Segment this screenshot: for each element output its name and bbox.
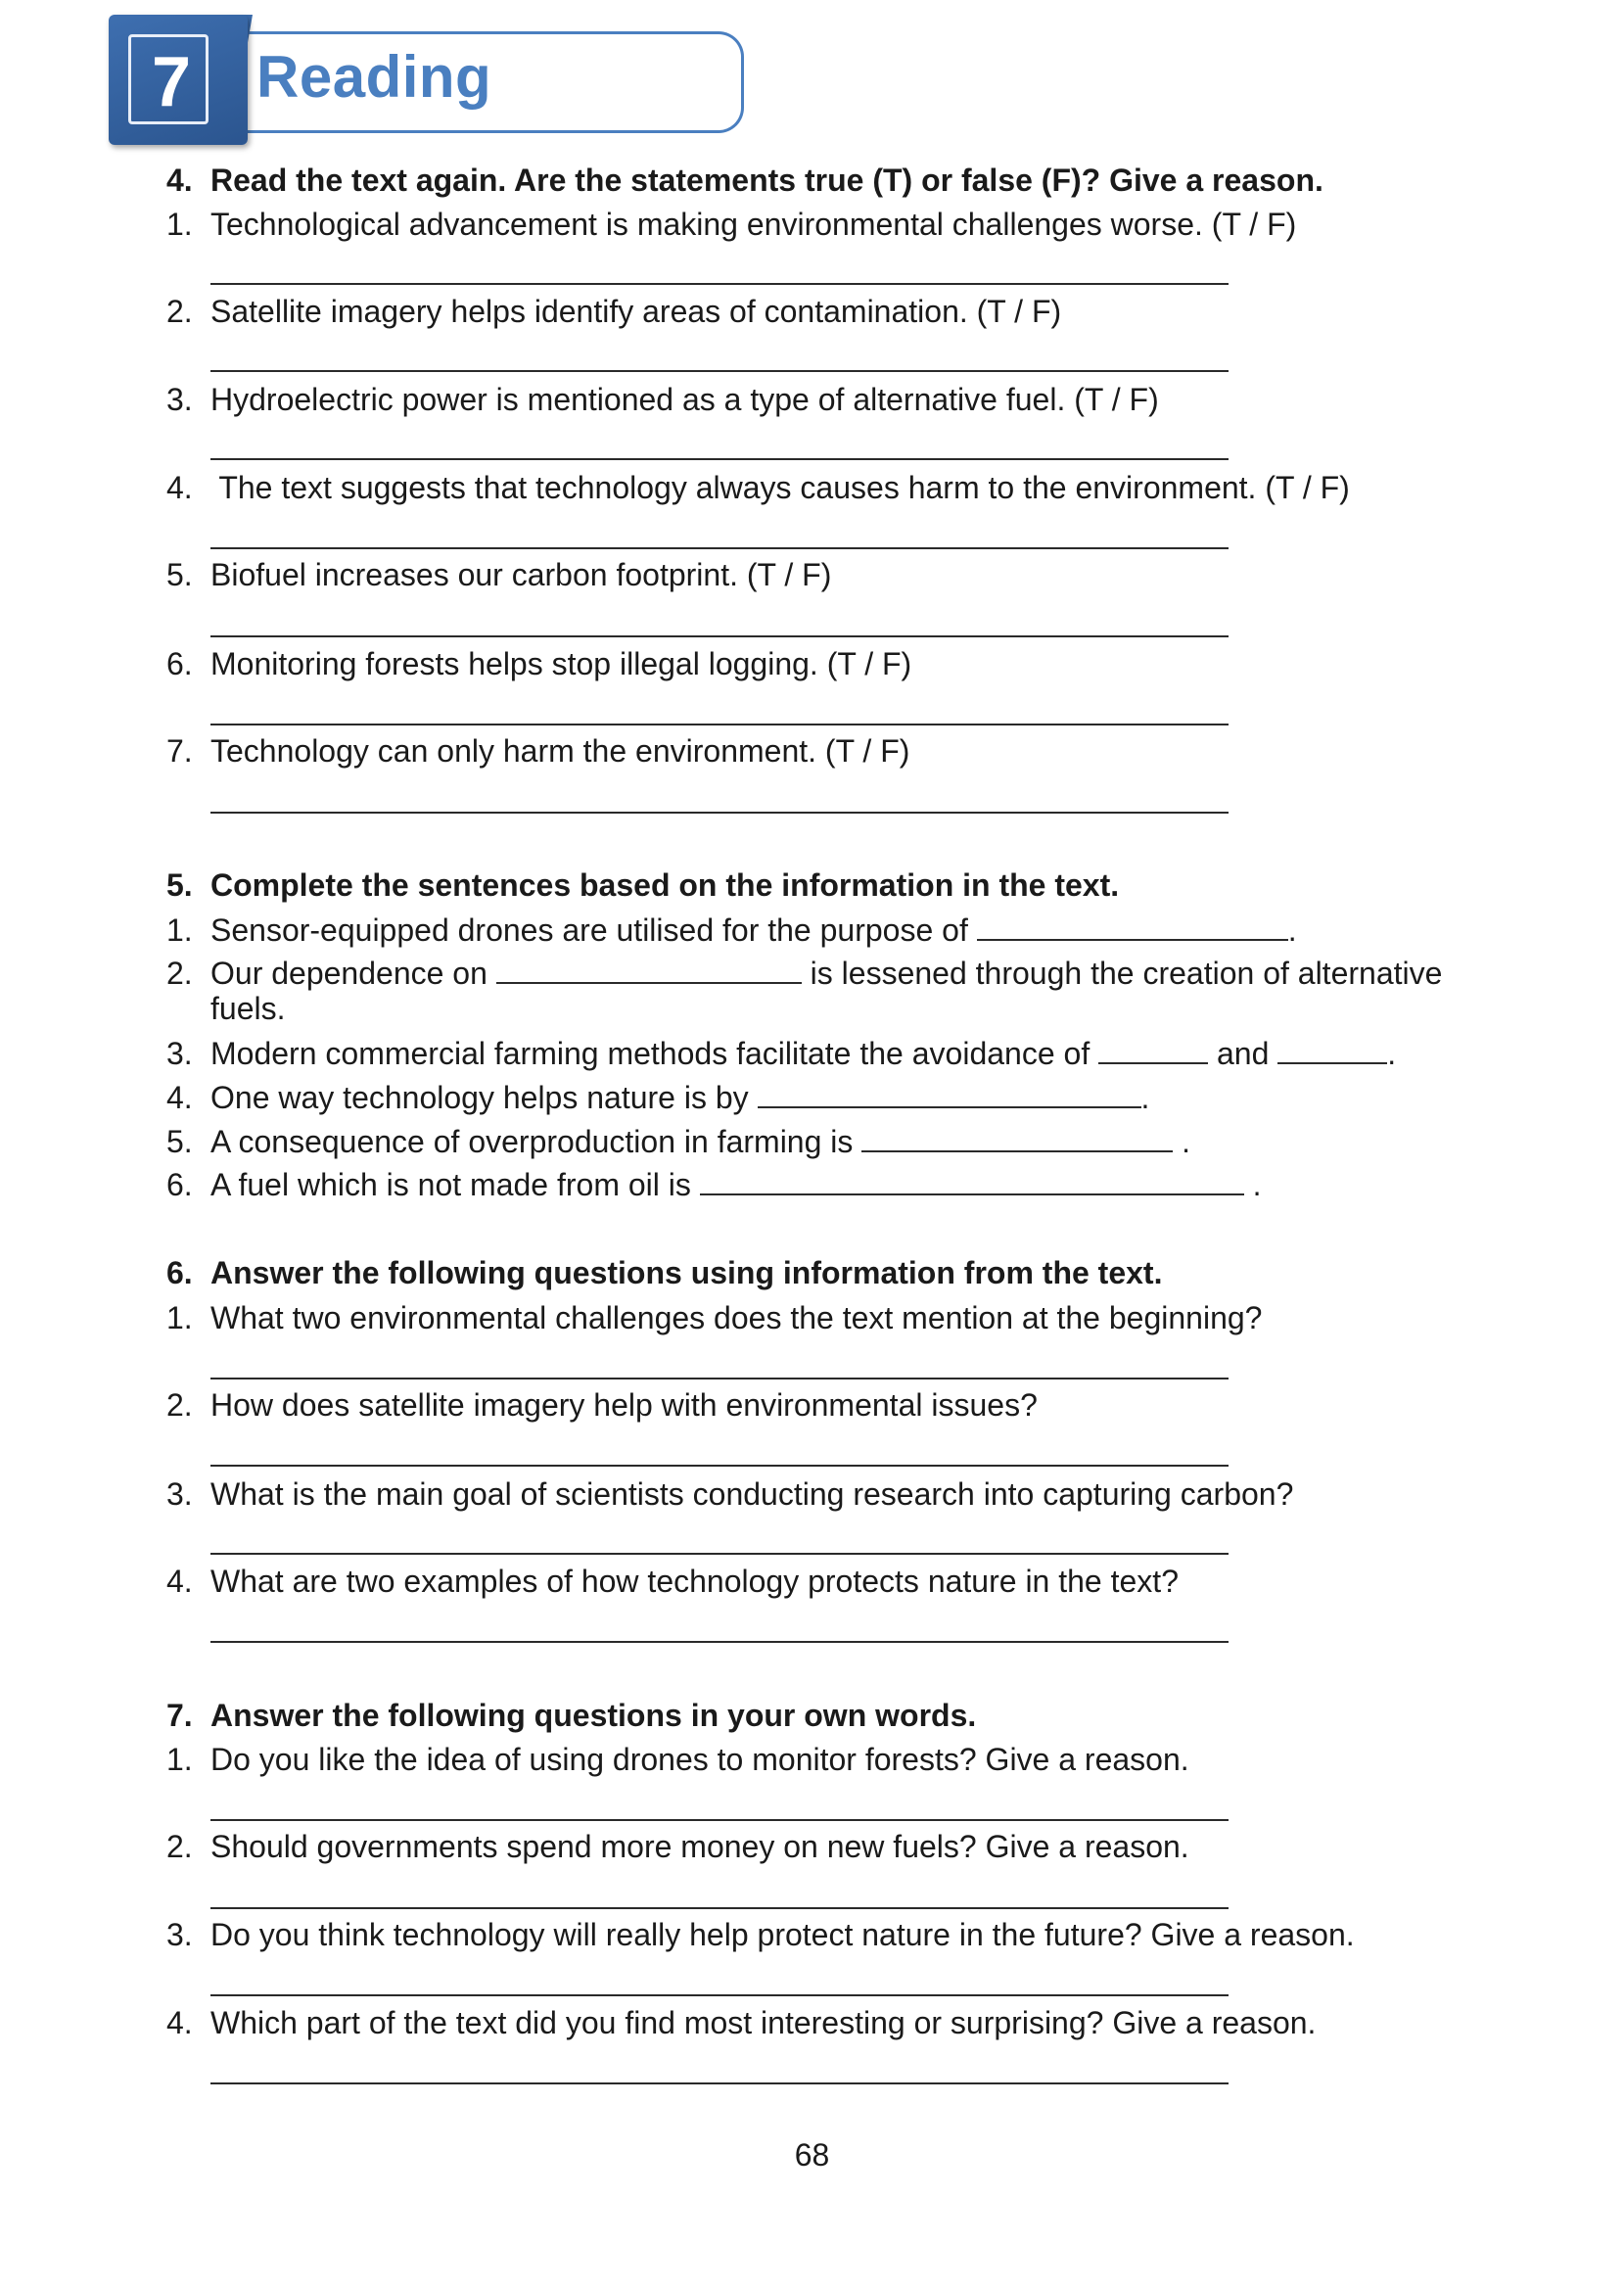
item-number: 4. <box>166 1564 193 1599</box>
item-text: . <box>1140 1080 1150 1115</box>
question-item <box>166 2005 1316 2041</box>
item-number: 5. <box>166 557 193 592</box>
section-instruction: Answer the following questions using information from the text. <box>210 1255 1163 1290</box>
question-item <box>166 733 909 770</box>
section-instruction: Answer the following questions in your own words. <box>210 1698 977 1733</box>
answer-line[interactable] <box>210 1641 1229 1643</box>
answer-line[interactable] <box>210 1465 1229 1467</box>
page-title: Reading <box>256 44 492 110</box>
fill-in-item <box>166 912 1297 949</box>
section-number: 7. <box>166 1698 193 1733</box>
section-5-title <box>166 867 1119 904</box>
question-item <box>166 1387 1038 1424</box>
question-item <box>166 1564 1179 1600</box>
item-text: Monitoring forests helps stop illegal logging. (T / F) <box>210 646 912 681</box>
item-text: Biofuel increases our carbon footprint. (T / F) <box>210 557 832 592</box>
item-number: 2. <box>166 956 193 991</box>
item-number: 2. <box>166 294 193 329</box>
item-number: 3. <box>166 382 193 417</box>
item-text: Should governments spend more money on new fuels? Give a reason. <box>210 1829 1189 1864</box>
fill-in-item <box>166 1167 1262 1203</box>
unit-badge-border <box>128 34 209 124</box>
item-number: 1. <box>166 207 193 242</box>
blank-field[interactable] <box>700 1170 1244 1195</box>
answer-line[interactable] <box>210 2082 1229 2084</box>
item-number: 1. <box>166 1300 193 1335</box>
item-text: . <box>1287 912 1297 948</box>
item-text: Our dependence on <box>210 956 496 991</box>
section-7-title <box>166 1698 976 1734</box>
item-number: 6. <box>166 1167 193 1202</box>
item-number: 2. <box>166 1387 193 1423</box>
item-text: is lessened through the creation of alternative <box>801 956 1443 991</box>
item-number: 3. <box>166 1476 193 1512</box>
question-item <box>166 1829 1189 1865</box>
item-number: 3. <box>166 1917 193 1952</box>
section-6-title <box>166 1255 1162 1291</box>
item-text: What two environmental challenges does the text mention at the beginning? <box>210 1300 1263 1335</box>
fill-in-item <box>166 1124 1190 1160</box>
item-text: A fuel which is not made from oil is <box>210 1167 700 1202</box>
item-text: Do you think technology will really help protect nature in the future? Give a reason. <box>210 1917 1355 1952</box>
item-number: 7. <box>166 733 193 769</box>
blank-field[interactable] <box>977 915 1288 941</box>
section-4-title <box>166 163 1323 199</box>
item-number: 6. <box>166 646 193 681</box>
answer-line[interactable] <box>210 724 1229 725</box>
answer-line[interactable] <box>210 547 1229 549</box>
item-text: . <box>1173 1124 1191 1159</box>
item-text: . <box>1243 1167 1262 1202</box>
blank-field[interactable] <box>496 958 802 984</box>
item-number: 1. <box>166 912 193 948</box>
question-item <box>166 1476 1293 1513</box>
fill-in-item <box>166 1080 1149 1116</box>
question-item <box>166 470 1350 506</box>
question-item <box>166 207 1296 243</box>
item-text: Which part of the text did you find most interesting or surprising? Give a reason. <box>210 2005 1317 2040</box>
answer-line[interactable] <box>210 370 1229 372</box>
answer-line[interactable] <box>210 1553 1229 1555</box>
item-number: 4. <box>166 470 193 505</box>
section-instruction: Read the text again. Are the statements true (T) or false (F)? Give a reason. <box>210 163 1323 198</box>
page-number: 68 <box>794 2137 830 2173</box>
item-text: What is the main goal of scientists conducting research into capturing carbon? <box>210 1476 1294 1512</box>
answer-line[interactable] <box>210 1819 1229 1821</box>
blank-field[interactable] <box>861 1127 1173 1152</box>
item-number: 4. <box>166 2005 193 2040</box>
question-item <box>166 382 1159 418</box>
item-number: 4. <box>166 1080 193 1115</box>
item-text: Do you like the idea of using drones to monitor forests? Give a reason. <box>210 1742 1189 1777</box>
item-text: Sensor-equipped drones are utilised for the purpose of <box>210 912 977 948</box>
item-text: How does satellite imagery help with environmental issues? <box>210 1387 1038 1423</box>
answer-line[interactable] <box>210 1994 1229 1996</box>
item-number: 2. <box>166 1829 193 1864</box>
unit-badge <box>109 15 248 145</box>
answer-line[interactable] <box>210 458 1229 460</box>
section-number: 4. <box>166 163 193 198</box>
blank-field[interactable] <box>1098 1039 1208 1064</box>
question-item <box>166 557 831 593</box>
answer-line[interactable] <box>210 1907 1229 1909</box>
section-number: 5. <box>166 867 193 903</box>
question-item <box>166 1917 1355 1953</box>
item-number: 5. <box>166 1124 193 1159</box>
answer-line[interactable] <box>210 1378 1229 1379</box>
question-item <box>166 1742 1189 1778</box>
answer-line[interactable] <box>210 635 1229 637</box>
item-text: Satellite imagery helps identify areas of contamination. (T / F) <box>210 294 1062 329</box>
item-text: What are two examples of how technology protects nature in the text? <box>210 1564 1179 1599</box>
item-text: . <box>1387 1036 1397 1071</box>
item-number: 1. <box>166 1742 193 1777</box>
answer-line[interactable] <box>210 283 1229 285</box>
section-number: 6. <box>166 1255 193 1290</box>
blank-field[interactable] <box>1277 1039 1387 1064</box>
item-text: Hydroelectric power is mentioned as a type of alternative fuel. (T / F) <box>210 382 1159 417</box>
item-text: Technological advancement is making environmental challenges worse. (T / F) <box>210 207 1297 242</box>
item-text: One way technology helps nature is by <box>210 1080 758 1115</box>
fill-in-item <box>166 1036 1396 1072</box>
question-item <box>166 1300 1262 1336</box>
unit-number: 7 <box>151 43 192 121</box>
item-text: The text suggests that technology always causes harm to the environment. (T / F) <box>210 470 1350 505</box>
question-item <box>166 646 911 682</box>
item-text: Technology can only harm the environment. (T / F) <box>210 733 910 769</box>
item-text: Modern commercial farming methods facilitate the avoidance of <box>210 1036 1099 1071</box>
item-number: 3. <box>166 1036 193 1071</box>
question-item <box>166 294 1061 330</box>
answer-line[interactable] <box>210 812 1229 814</box>
item-text: A consequence of overproduction in farming is <box>210 1124 862 1159</box>
blank-field[interactable] <box>758 1083 1141 1108</box>
item-text: and <box>1208 1036 1278 1071</box>
item-continuation: fuels. <box>210 991 286 1026</box>
fill-in-item <box>166 956 1442 992</box>
section-instruction: Complete the sentences based on the information in the text. <box>210 867 1120 903</box>
